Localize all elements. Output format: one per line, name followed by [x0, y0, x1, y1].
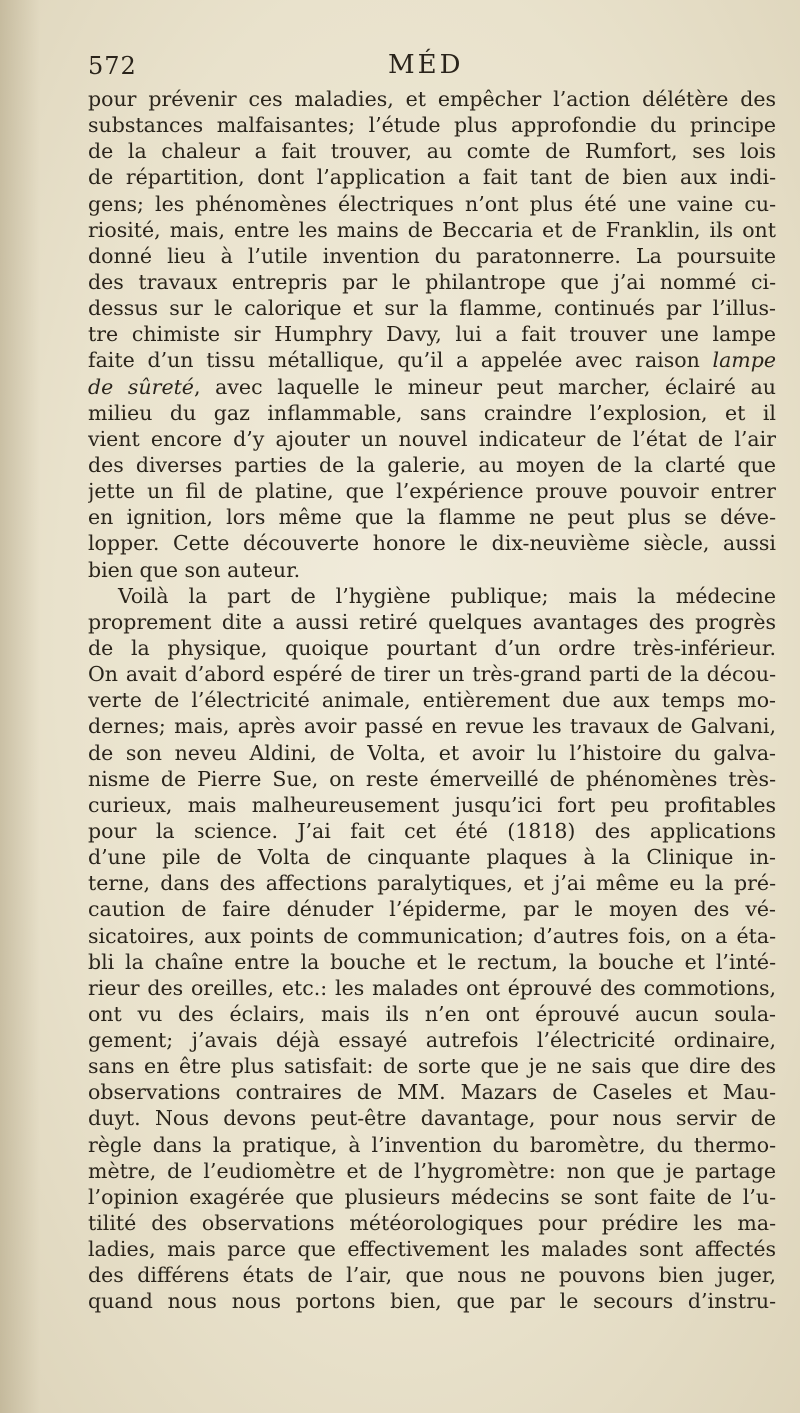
- text-line: pour prévenir ces maladies, et empêcher l’action délétère des: [88, 87, 776, 111]
- text-line: règle dans la pratique, à l’invention du baromètre, du thermo-: [88, 1132, 776, 1157]
- text-line: bli la chaîne entre la bouche et le rectum, la bouche et l’inté-: [88, 949, 776, 974]
- text-line: caution de faire dénuder l’épiderme, par le moyen des vé-: [88, 897, 776, 922]
- text-line: proprement dite a aussi retiré quelques avantages des progrès: [88, 609, 776, 634]
- text-line: substances malfaisantes; l’étude plus approfondie du principe: [88, 113, 776, 138]
- text-line: dernes; mais, après avoir passé en revue les travaux de Galvani,: [88, 714, 776, 739]
- text-line: lopper. Cette découverte honore le dix-neuvième siècle, aussi: [88, 531, 776, 556]
- text-line: d’une pile de Volta de cinquante plaques à la Clinique in-: [88, 845, 776, 870]
- text-line: verte de l’électricité animale, entièrement due aux temps mo-: [88, 688, 776, 713]
- text-line: observations contraires de MM. Mazars de Caseles et Mau-: [88, 1080, 776, 1105]
- text-line: gens; les phénomènes électriques n’ont plus été une vaine cu-: [88, 191, 776, 216]
- text-line: On avait d’abord espéré de tirer un très-grand parti de la décou-: [88, 662, 776, 687]
- text-line: rieur des oreilles, etc.: les malades ont éprouvé des commotions,: [88, 975, 776, 1000]
- text-line: bien que son auteur.: [88, 557, 301, 582]
- text-line: tre chimiste sir Humphry Davy, lui a fait trouver une lampe: [88, 322, 776, 347]
- text-line: [88, 374, 776, 400]
- text-line: quand nous nous portons bien, que par le secours d’instru-: [88, 1289, 776, 1314]
- body-text: [88, 86, 776, 1315]
- text-line: vient encore d’y ajouter un nouvel indicateur de l’état de l’air: [88, 426, 776, 451]
- text-line: tilité des observations météorologiques pour prédire les ma-: [88, 1211, 776, 1236]
- text-line: des travaux entrepris par le philantrope que j’ai nommé ci-: [88, 269, 776, 294]
- page-number: 572: [88, 52, 137, 80]
- text-line: [88, 347, 776, 373]
- italic-term: de sûreté: [88, 374, 194, 399]
- text-line: donné lieu à l’utile invention du paratonnerre. La poursuite: [88, 243, 776, 268]
- text-line: milieu du gaz inflammable, sans craindre l’explosion, et il: [88, 400, 776, 425]
- text-line: de son neveu Aldini, de Volta, et avoir lu l’histoire du galva-: [88, 740, 776, 765]
- text-segment: faite d’un tissu métallique, qu’il a appelée avec raison: [88, 348, 700, 373]
- text-line: des différens états de l’air, que nous ne pouvons bien juger,: [88, 1263, 776, 1288]
- text-line: ont vu des éclairs, mais ils n’en ont éprouvé aucun soula-: [88, 1001, 776, 1026]
- gutter-shadow: [0, 0, 40, 1413]
- text-line: l’opinion exagérée que plusieurs médecins se sont faite de l’u-: [88, 1184, 776, 1209]
- text-line: sicatoires, aux points de communication; d’autres fois, on a éta-: [88, 923, 776, 948]
- text-line: mètre, de l’eudiomètre et de l’hygromètre: non que je partage: [88, 1158, 776, 1183]
- text-line: des diverses parties de la galerie, au moyen de la clarté que: [88, 452, 776, 477]
- running-head: [88, 50, 776, 84]
- text-line: dessus sur le calorique et sur la flamme, continués par l’illus-: [88, 296, 776, 321]
- text-line: pour la science. J’ai fait cet été (1818) des applications: [88, 818, 776, 843]
- section-heading: MÉD: [388, 50, 464, 80]
- text-segment: , avec laquelle le mineur peut marcher, éclairé au: [193, 374, 776, 399]
- text-line: Voilà la part de l’hygiène publique; mais la médecine: [118, 583, 776, 608]
- text-line: de la chaleur a fait trouver, au comte de Rumfort, ses lois: [88, 139, 776, 164]
- italic-term: lampe: [712, 348, 776, 373]
- text-line: gement; j’avais déjà essayé autrefois l’électricité ordinaire,: [88, 1028, 776, 1053]
- text-line: sans en être plus satisfait: de sorte que je ne sais que dire des: [88, 1054, 776, 1079]
- text-line: en ignition, lors même que la flamme ne peut plus se déve-: [88, 505, 776, 530]
- text-line: curieux, mais malheureusement jusqu’ici fort peu profitables: [88, 792, 776, 817]
- text-line: ladies, mais parce que effectivement les malades sont affectés: [88, 1237, 776, 1262]
- text-line: jette un fil de platine, que l’expérience prouve pouvoir entrer: [88, 479, 776, 504]
- text-line: de répartition, dont l’application a fait tant de bien aux indi-: [88, 165, 776, 190]
- text-line: duyt. Nous devons peut-être davantage, pour nous servir de: [88, 1106, 776, 1131]
- text-line: nisme de Pierre Sue, on reste émerveillé de phénomènes très-: [88, 766, 776, 791]
- text-line: de la physique, quoique pourtant d’un ordre très-inférieur.: [88, 635, 776, 660]
- text-line: riosité, mais, entre les mains de Beccaria et de Franklin, ils ont: [88, 217, 776, 242]
- text-line: terne, dans des affections paralytiques, et j’ai même eu la pré-: [88, 871, 776, 896]
